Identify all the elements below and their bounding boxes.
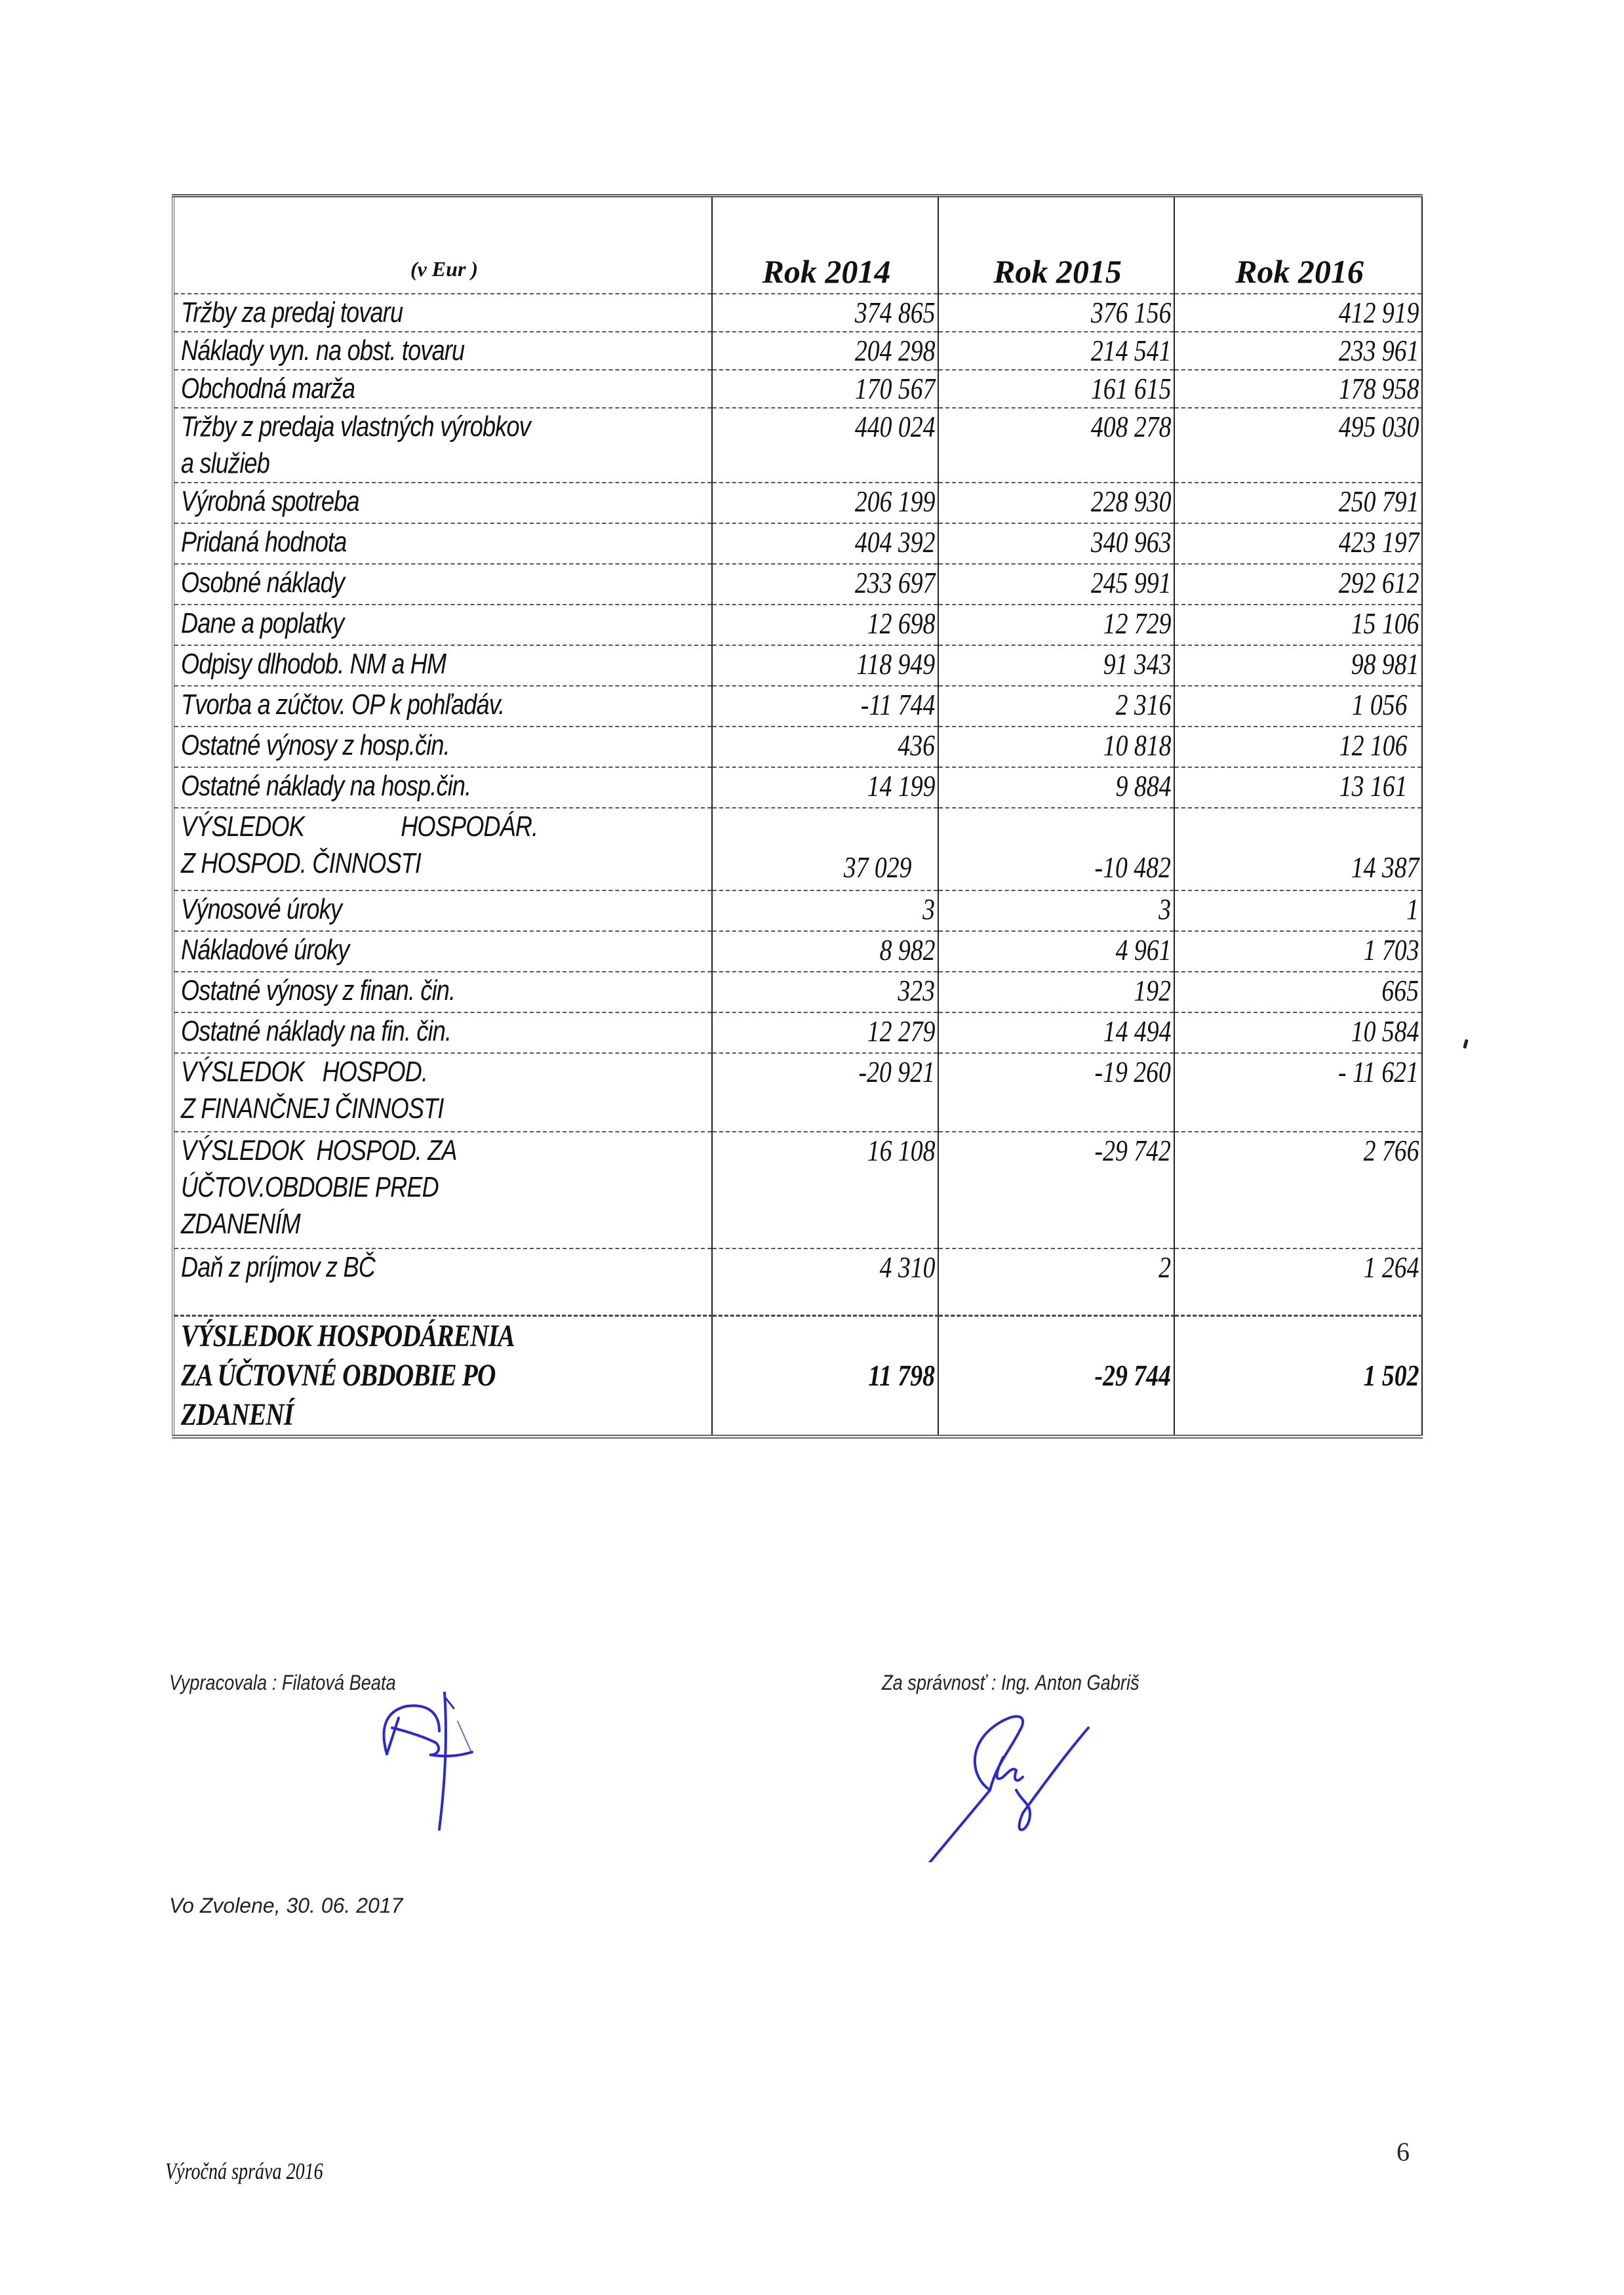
year-header-2014: Rok 2014 xyxy=(712,196,938,294)
value-2015: 214 541 xyxy=(1090,334,1171,367)
row-label: VÝSLEDOK HOSPOD. xyxy=(181,1056,428,1088)
value-2014: 233 697 xyxy=(854,566,935,599)
prepared-by-text: Vypracovala : Filatová Beata xyxy=(169,1671,396,1694)
row-label: Ostatné náklady na hosp.čin. xyxy=(181,770,471,802)
table-row-income-tax xyxy=(173,1248,1422,1316)
table-row xyxy=(173,890,1422,931)
value-2014: 118 949 xyxy=(856,647,935,681)
footer-title-text: Výročná správa 2016 xyxy=(165,2158,323,2184)
value-2015: 228 930 xyxy=(1090,485,1171,518)
table-row xyxy=(173,605,1422,645)
approved-by-label xyxy=(882,1671,1185,1695)
value-2016: 250 791 xyxy=(1338,485,1419,518)
value-2016: 1 056 xyxy=(1351,688,1407,721)
value-2015: -29 744 xyxy=(1094,1359,1171,1392)
row-label: Ostatné výnosy z hosp.čin. xyxy=(181,729,450,761)
value-2016: 13 161 xyxy=(1339,769,1407,803)
row-label-line3: ZDANENÍM xyxy=(181,1208,300,1240)
row-label: Daň z príjmov z BČ xyxy=(181,1251,376,1283)
footer-title xyxy=(165,2157,368,2185)
row-label: Výrobná spotreba xyxy=(181,485,359,517)
value-2016: 1 703 xyxy=(1363,933,1419,967)
row-label: Náklady vyn. na obst. tovaru xyxy=(181,334,465,367)
currency-unit-header: (v Eur ) xyxy=(173,196,712,294)
value-2014: 436 xyxy=(898,728,935,762)
value-2015: 376 156 xyxy=(1090,296,1171,329)
value-2016: 495 030 xyxy=(1338,410,1419,443)
row-label-line2: ÚČTOV.OBDOBIE PRED xyxy=(181,1171,439,1203)
row-label: Osobné náklady xyxy=(181,567,345,599)
value-2014: 16 108 xyxy=(867,1134,935,1167)
table-row xyxy=(173,523,1422,564)
value-2014: 8 982 xyxy=(879,933,935,967)
value-2015: 161 615 xyxy=(1090,372,1171,405)
year-header-2015: Rok 2015 xyxy=(938,196,1174,294)
income-statement-table xyxy=(172,194,1423,1439)
table-row xyxy=(173,408,1422,483)
value-2015: 2 xyxy=(1159,1250,1171,1284)
value-2014: 170 567 xyxy=(854,372,935,405)
value-2014: 323 xyxy=(898,974,935,1007)
value-2015: 245 991 xyxy=(1090,566,1171,599)
value-2015: 340 963 xyxy=(1090,525,1171,559)
table-row-pretax-result xyxy=(173,1132,1422,1248)
scan-artifact xyxy=(1463,1039,1468,1049)
row-label-line2: ZA ÚČTOVNÉ OBDOBIE PO xyxy=(181,1358,496,1393)
value-2016: 412 919 xyxy=(1338,296,1419,329)
value-2014: 440 024 xyxy=(854,410,935,443)
value-2015: -29 742 xyxy=(1094,1134,1171,1167)
value-2014: 4 310 xyxy=(879,1250,935,1284)
table-row xyxy=(173,370,1422,408)
table-row xyxy=(173,645,1422,686)
row-label: Výnosové úroky xyxy=(181,893,342,925)
approved-by-text: Za správnosť : Ing. Anton Gabriš xyxy=(882,1671,1139,1694)
value-2015: 192 xyxy=(1134,974,1171,1007)
row-label-line2: Z HOSPOD. ČINNOSTI xyxy=(181,847,422,879)
value-2016: 14 387 xyxy=(1351,850,1419,884)
value-2014: 12 698 xyxy=(867,607,935,640)
value-2015: 3 xyxy=(1159,892,1171,926)
table-row xyxy=(173,931,1422,972)
row-label: Obchodná marža xyxy=(181,372,355,405)
value-2016: 178 958 xyxy=(1338,372,1419,405)
table-row-net-result xyxy=(173,1316,1422,1437)
row-label: VÝSLEDOK HOSPODÁR. xyxy=(181,810,538,843)
value-2016: 1 xyxy=(1406,892,1419,926)
value-2016: - 11 621 xyxy=(1338,1055,1419,1088)
row-label-line3: ZDANENÍ xyxy=(181,1397,294,1432)
value-2014: 11 798 xyxy=(868,1359,935,1392)
value-2016: 423 197 xyxy=(1338,525,1419,559)
value-2016: 1 264 xyxy=(1363,1250,1419,1284)
row-label: Ostatné náklady na fin. čin. xyxy=(181,1015,452,1047)
value-2015: 4 961 xyxy=(1115,933,1171,967)
table-row xyxy=(173,727,1422,767)
value-2016: 2 766 xyxy=(1363,1134,1419,1167)
row-label: Tržby za predaj tovaru xyxy=(181,296,403,329)
value-2014: -20 921 xyxy=(858,1055,935,1088)
row-label: VÝSLEDOK HOSPODÁRENIA xyxy=(181,1319,515,1353)
table-row xyxy=(173,332,1422,370)
value-2016: 15 106 xyxy=(1351,607,1419,640)
value-2015: 91 343 xyxy=(1103,647,1171,681)
table-row xyxy=(173,1012,1422,1053)
place-date: Vo Zvolene, 30. 06. 2017 xyxy=(169,1894,403,1917)
row-label: VÝSLEDOK HOSPOD. ZA xyxy=(181,1134,457,1167)
row-label: Ostatné výnosy z finan. čin. xyxy=(181,974,456,1007)
value-2015: 408 278 xyxy=(1090,410,1171,443)
table-row xyxy=(173,767,1422,808)
value-2015: 2 316 xyxy=(1115,688,1171,721)
page-number: 6 xyxy=(1396,2137,1410,2166)
value-2015: 10 818 xyxy=(1103,728,1171,762)
value-2014: 206 199 xyxy=(854,485,935,518)
value-2014: 37 029 xyxy=(843,850,911,884)
table-row xyxy=(173,686,1422,727)
signature-filatova-icon xyxy=(374,1692,531,1849)
value-2014: 3 xyxy=(922,892,935,926)
value-2016: 98 981 xyxy=(1351,647,1419,681)
value-2015: 14 494 xyxy=(1103,1014,1171,1048)
table-row xyxy=(173,294,1422,332)
table-row xyxy=(173,483,1422,523)
row-label-line2: Z FINANČNEJ ČINNOSTI xyxy=(181,1092,444,1125)
value-2014: 12 279 xyxy=(867,1014,935,1048)
row-label: Tvorba a zúčtov. OP k pohľadáv. xyxy=(181,688,505,721)
value-2016: 233 961 xyxy=(1338,334,1419,367)
value-2014: 404 392 xyxy=(854,525,935,559)
value-2015: 9 884 xyxy=(1115,769,1171,803)
table-row-operating-result xyxy=(173,808,1422,890)
value-2014: 14 199 xyxy=(867,769,935,803)
value-2015: -10 482 xyxy=(1094,850,1171,884)
row-label: Tržby z predaja vlastných výrobkov xyxy=(181,410,530,443)
row-label: Dane a poplatky xyxy=(181,607,344,639)
table-row-financial-result xyxy=(173,1053,1422,1132)
value-2015: -19 260 xyxy=(1094,1055,1171,1088)
row-label: Pridaná hodnota xyxy=(181,526,347,558)
year-header-2016: Rok 2016 xyxy=(1174,196,1422,294)
table-row xyxy=(173,972,1422,1012)
value-2016: 292 612 xyxy=(1338,566,1419,599)
value-2015: 12 729 xyxy=(1103,607,1171,640)
value-2014: -11 744 xyxy=(860,688,935,721)
value-2014: 374 865 xyxy=(854,296,935,329)
table-header-row xyxy=(173,196,1422,294)
row-label: Nákladové úroky xyxy=(181,934,349,966)
value-2016: 12 106 xyxy=(1339,728,1407,762)
row-label-line2: a služieb xyxy=(181,447,270,479)
value-2014: 204 298 xyxy=(854,334,935,367)
value-2016: 1 502 xyxy=(1363,1359,1419,1392)
value-2016: 10 584 xyxy=(1351,1014,1419,1048)
table-row xyxy=(173,564,1422,605)
value-2016: 665 xyxy=(1381,974,1419,1007)
signature-gabris-icon xyxy=(918,1705,1128,1862)
row-label: Odpisy dlhodob. NM a HM xyxy=(181,648,446,680)
